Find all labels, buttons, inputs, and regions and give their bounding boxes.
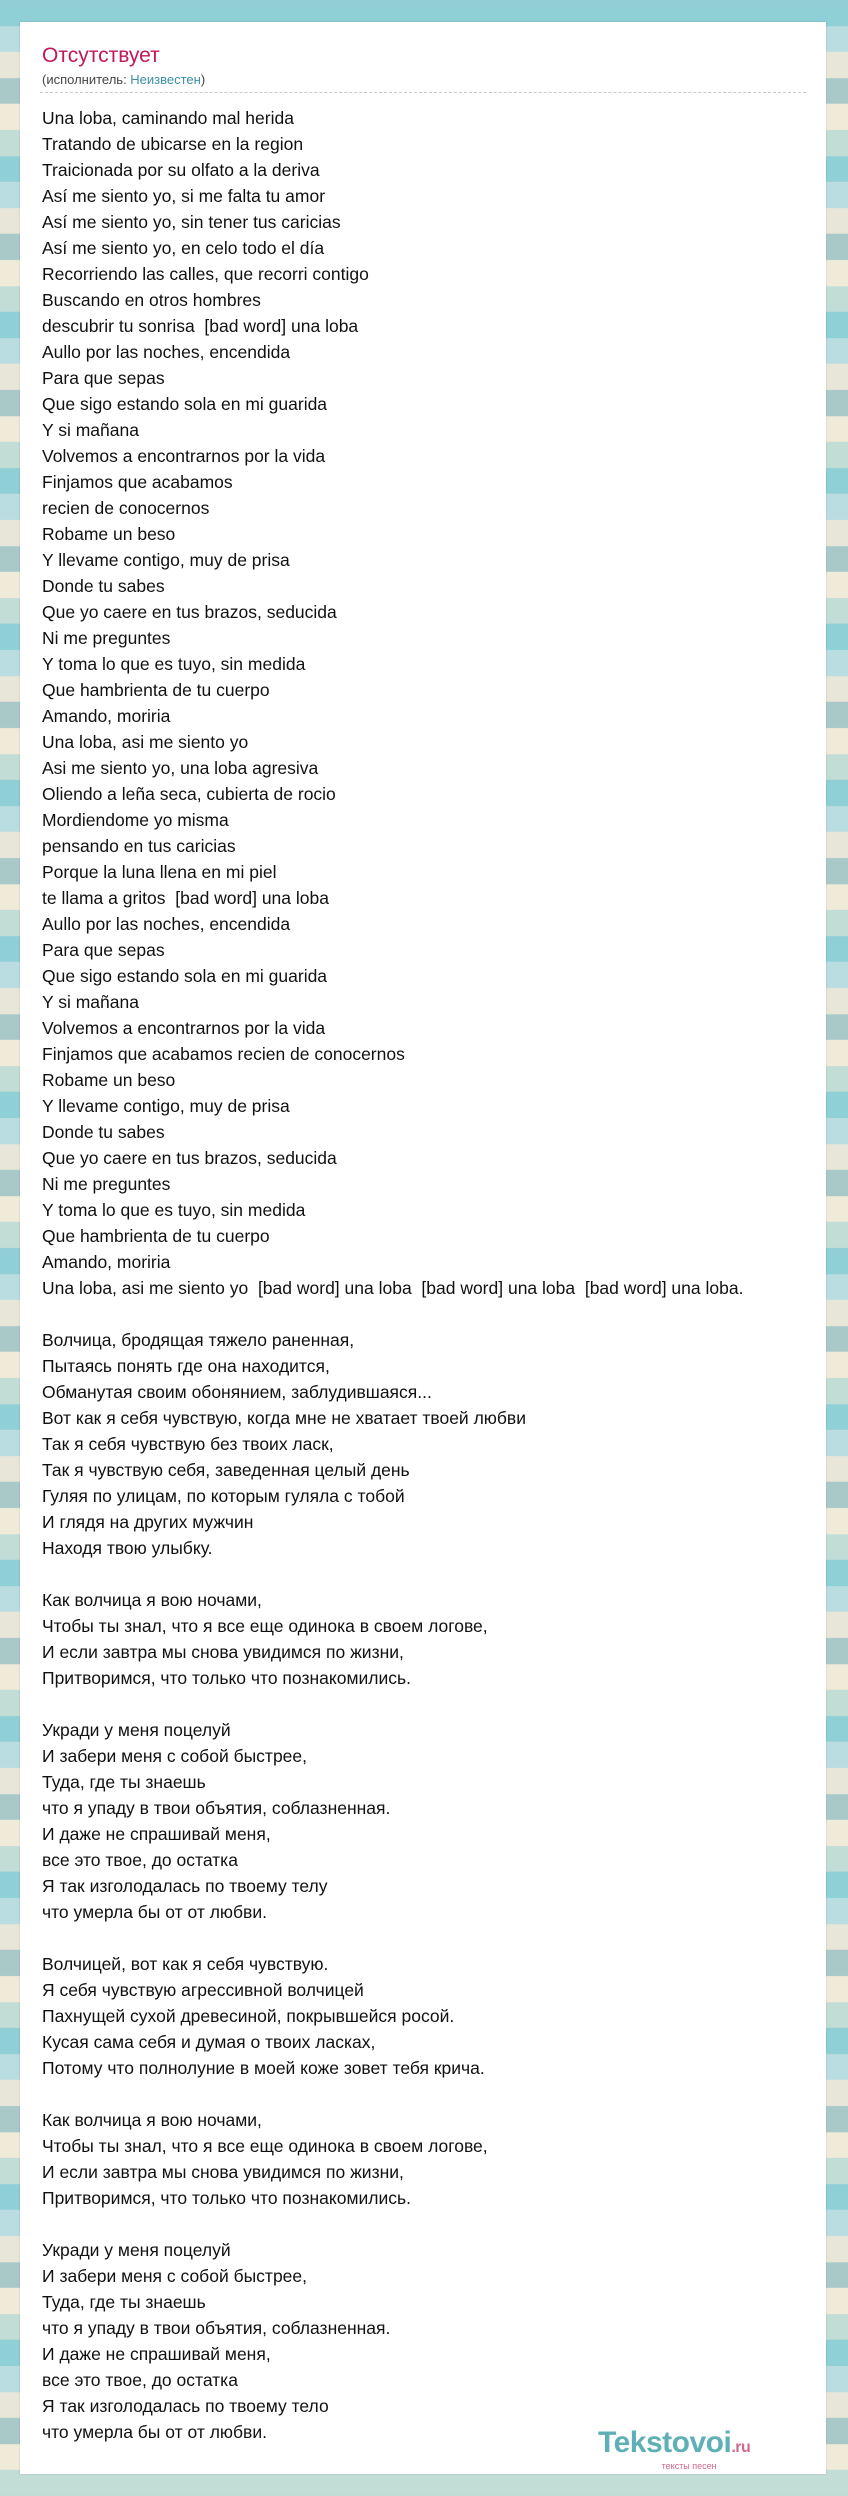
lyric-line: Buscando en otros hombres [42, 290, 261, 310]
lyric-line: Donde tu sabes [42, 576, 165, 596]
lyric-line: Tratando de ubicarse en la region [42, 134, 304, 154]
lyric-line: Así me siento yo, sin tener tus caricias [42, 212, 341, 232]
lyric-line: Donde tu sabes [42, 1122, 165, 1142]
lyric-line: Потому что полнолуние в моей коже зовет тебя крича. [42, 2058, 485, 2078]
lyric-line: Ni me preguntes [42, 628, 171, 648]
lyric-line: Y toma lo que es tuyo, sin medida [42, 1200, 306, 1220]
header-divider [40, 92, 806, 93]
stanza-break [42, 1691, 848, 1717]
logo-tld: .ru [731, 2439, 751, 2456]
lyric-line: И забери меня с собой быстрее, [42, 1746, 308, 1766]
logo-name: Tekstovoi [598, 2426, 732, 2459]
lyric-line: И забери меня с собой быстрее, [42, 2266, 308, 2286]
stanza-break [42, 1301, 848, 1327]
lyric-line: Y toma lo que es tuyo, sin medida [42, 654, 306, 674]
lyric-line: Oliendo a leña seca, cubierta de rocio [42, 784, 336, 804]
lyric-line: Кусая сама себя и думая о твоих ласках, [42, 2032, 376, 2052]
lyric-line: Una loba, caminando mal herida [42, 108, 294, 128]
lyric-line: Aullo por las noches, encendida [42, 342, 291, 362]
lyric-line: Finjamos que acabamos recien de conocernos [42, 1044, 405, 1064]
artist-link[interactable]: Неизвестен [130, 72, 201, 87]
lyric-line: Una loba, asi me siento yo [42, 732, 249, 752]
lyric-line: Que hambrienta de tu cuerpo [42, 680, 270, 700]
lyric-line: Que sigo estando sola en mi guarida [42, 394, 328, 414]
lyric-line: Обманутая своим обонянием, заблудившаяся... [42, 1382, 432, 1402]
logo-wordmark [598, 2428, 750, 2463]
lyric-line: Волчицей, вот как я себя чувствую. [42, 1954, 329, 1974]
lyric-line: Укради у меня поцелуй [42, 1720, 231, 1740]
lyric-line: Así me siento yo, si me falta tu amor [42, 186, 326, 206]
lyric-line: Volvemos a encontrarnos por la vida [42, 446, 326, 466]
lyric-line: И даже не спрашивай меня, [42, 1824, 271, 1844]
lyric-line: Para que sepas [42, 940, 165, 960]
lyric-line: Туда, где ты знаешь [42, 2292, 206, 2312]
site-logo[interactable] [598, 2428, 750, 2471]
lyric-line: Укради у меня поцелуй [42, 2240, 231, 2260]
lyric-line: Y llevame contigo, muy de prisa [42, 550, 290, 570]
lyric-line: что я упаду в твои объятия, соблазненная. [42, 2318, 391, 2338]
lyrics-text [42, 105, 848, 2445]
stanza-break [42, 2211, 848, 2237]
lyric-line: Так я себя чувствую без твоих ласк, [42, 1434, 334, 1454]
lyric-line: te llama a gritos [bad word] una loba [42, 888, 329, 908]
lyric-line: Para que sepas [42, 368, 165, 388]
lyric-line: Так я чувствую себя, заведенная целый день [42, 1460, 410, 1480]
lyric-line: Asi me siento yo, una loba agresiva [42, 758, 319, 778]
lyric-line: Que yo caere en tus brazos, seducida [42, 1148, 337, 1168]
lyric-line: Y si mañana [42, 420, 139, 440]
song-title: Отсутствует [42, 44, 160, 67]
lyric-line: Volvemos a encontrarnos por la vida [42, 1018, 326, 1038]
lyric-line: Porque la luna llena en mi piel [42, 862, 277, 882]
lyric-line: Я себя чувствую агрессивной волчицей [42, 1980, 364, 2000]
lyric-line: Вот как я себя чувствую, когда мне не хватает твоей любви [42, 1408, 527, 1428]
lyric-line: И даже не спрашивай меня, [42, 2344, 271, 2364]
lyric-line: Robame un beso [42, 524, 176, 544]
lyric-line: Y si mañana [42, 992, 139, 1012]
lyric-line: Притворимся, что только что познакомились. [42, 1668, 411, 1688]
lyric-line: все это твое, до остатка [42, 2370, 238, 2390]
lyric-line: И глядя на других мужчин [42, 1512, 254, 1532]
lyric-line: Туда, где ты знаешь [42, 1772, 206, 1792]
lyric-line: Que hambrienta de tu cuerpo [42, 1226, 270, 1246]
lyric-line: Amando, moriria [42, 706, 171, 726]
lyric-line: Amando, moriria [42, 1252, 171, 1272]
lyric-line: Находя твою улыбку. [42, 1538, 213, 1558]
stanza-break [42, 1561, 848, 1587]
lyric-line: Una loba, asi me siento yo [bad word] una loba [bad word] una loba [bad word] una loba. [42, 1278, 744, 1298]
lyric-line: что умерла бы от от любви. [42, 2422, 267, 2442]
lyric-line: Пахнущей сухой древесиной, покрывшейся росой. [42, 2006, 455, 2026]
lyric-line: Пытаясь понять где она находится, [42, 1356, 330, 1376]
lyric-line: Чтобы ты знал, что я все еще одинока в своем логове, [42, 1616, 488, 1636]
lyric-line: Как волчица я вою ночами, [42, 1590, 262, 1610]
lyric-line: что умерла бы от от любви. [42, 1902, 267, 1922]
lyric-line: Así me siento yo, en celo todo el día [42, 238, 325, 258]
lyric-line: Притворимся, что только что познакомились. [42, 2188, 411, 2208]
lyric-line: Ni me preguntes [42, 1174, 171, 1194]
lyric-line: Чтобы ты знал, что я все еще одинока в своем логове, [42, 2136, 488, 2156]
lyric-line: Гуляя по улицам, по которым гуляла с тобой [42, 1486, 405, 1506]
lyric-line: И если завтра мы снова увидимся по жизни, [42, 2162, 404, 2182]
lyric-line: Mordiendome yo misma [42, 810, 229, 830]
lyric-line: pensando en tus caricias [42, 836, 236, 856]
lyric-line: Волчица, бродящая тяжело раненная, [42, 1330, 355, 1350]
lyric-line: все это твое, до остатка [42, 1850, 238, 1870]
lyric-line: recien de conocernos [42, 498, 210, 518]
lyric-line: Как волчица я вою ночами, [42, 2110, 262, 2130]
lyric-line: descubrir tu sonrisa [bad word] una loba [42, 316, 359, 336]
lyric-line: Recorriendo las calles, que recorri contigo [42, 264, 369, 284]
lyric-line: Aullo por las noches, encendida [42, 914, 291, 934]
logo-tagline: тексты песен [661, 2461, 717, 2471]
lyric-line: Traicionada por su olfato a la deriva [42, 160, 320, 180]
lyrics-card [20, 22, 826, 2474]
byline-prefix: (исполнитель: [42, 72, 131, 87]
lyric-line: Que sigo estando sola en mi guarida [42, 966, 328, 986]
stanza-break [42, 2081, 848, 2107]
artist-byline [42, 72, 205, 87]
lyric-line: Я так изголодалась по твоему тело [42, 2396, 329, 2416]
lyric-line: Finjamos que acabamos [42, 472, 233, 492]
lyric-line: Que yo caere en tus brazos, seducida [42, 602, 337, 622]
stanza-break [42, 1925, 848, 1951]
lyric-line: Y llevame contigo, muy de prisa [42, 1096, 290, 1116]
lyric-line: И если завтра мы снова увидимся по жизни, [42, 1642, 404, 1662]
byline-suffix: ) [200, 72, 206, 87]
lyric-line: что я упаду в твои объятия, соблазненная. [42, 1798, 391, 1818]
lyric-line: Я так изголодалась по твоему телу [42, 1876, 328, 1896]
lyric-line: Robame un beso [42, 1070, 176, 1090]
